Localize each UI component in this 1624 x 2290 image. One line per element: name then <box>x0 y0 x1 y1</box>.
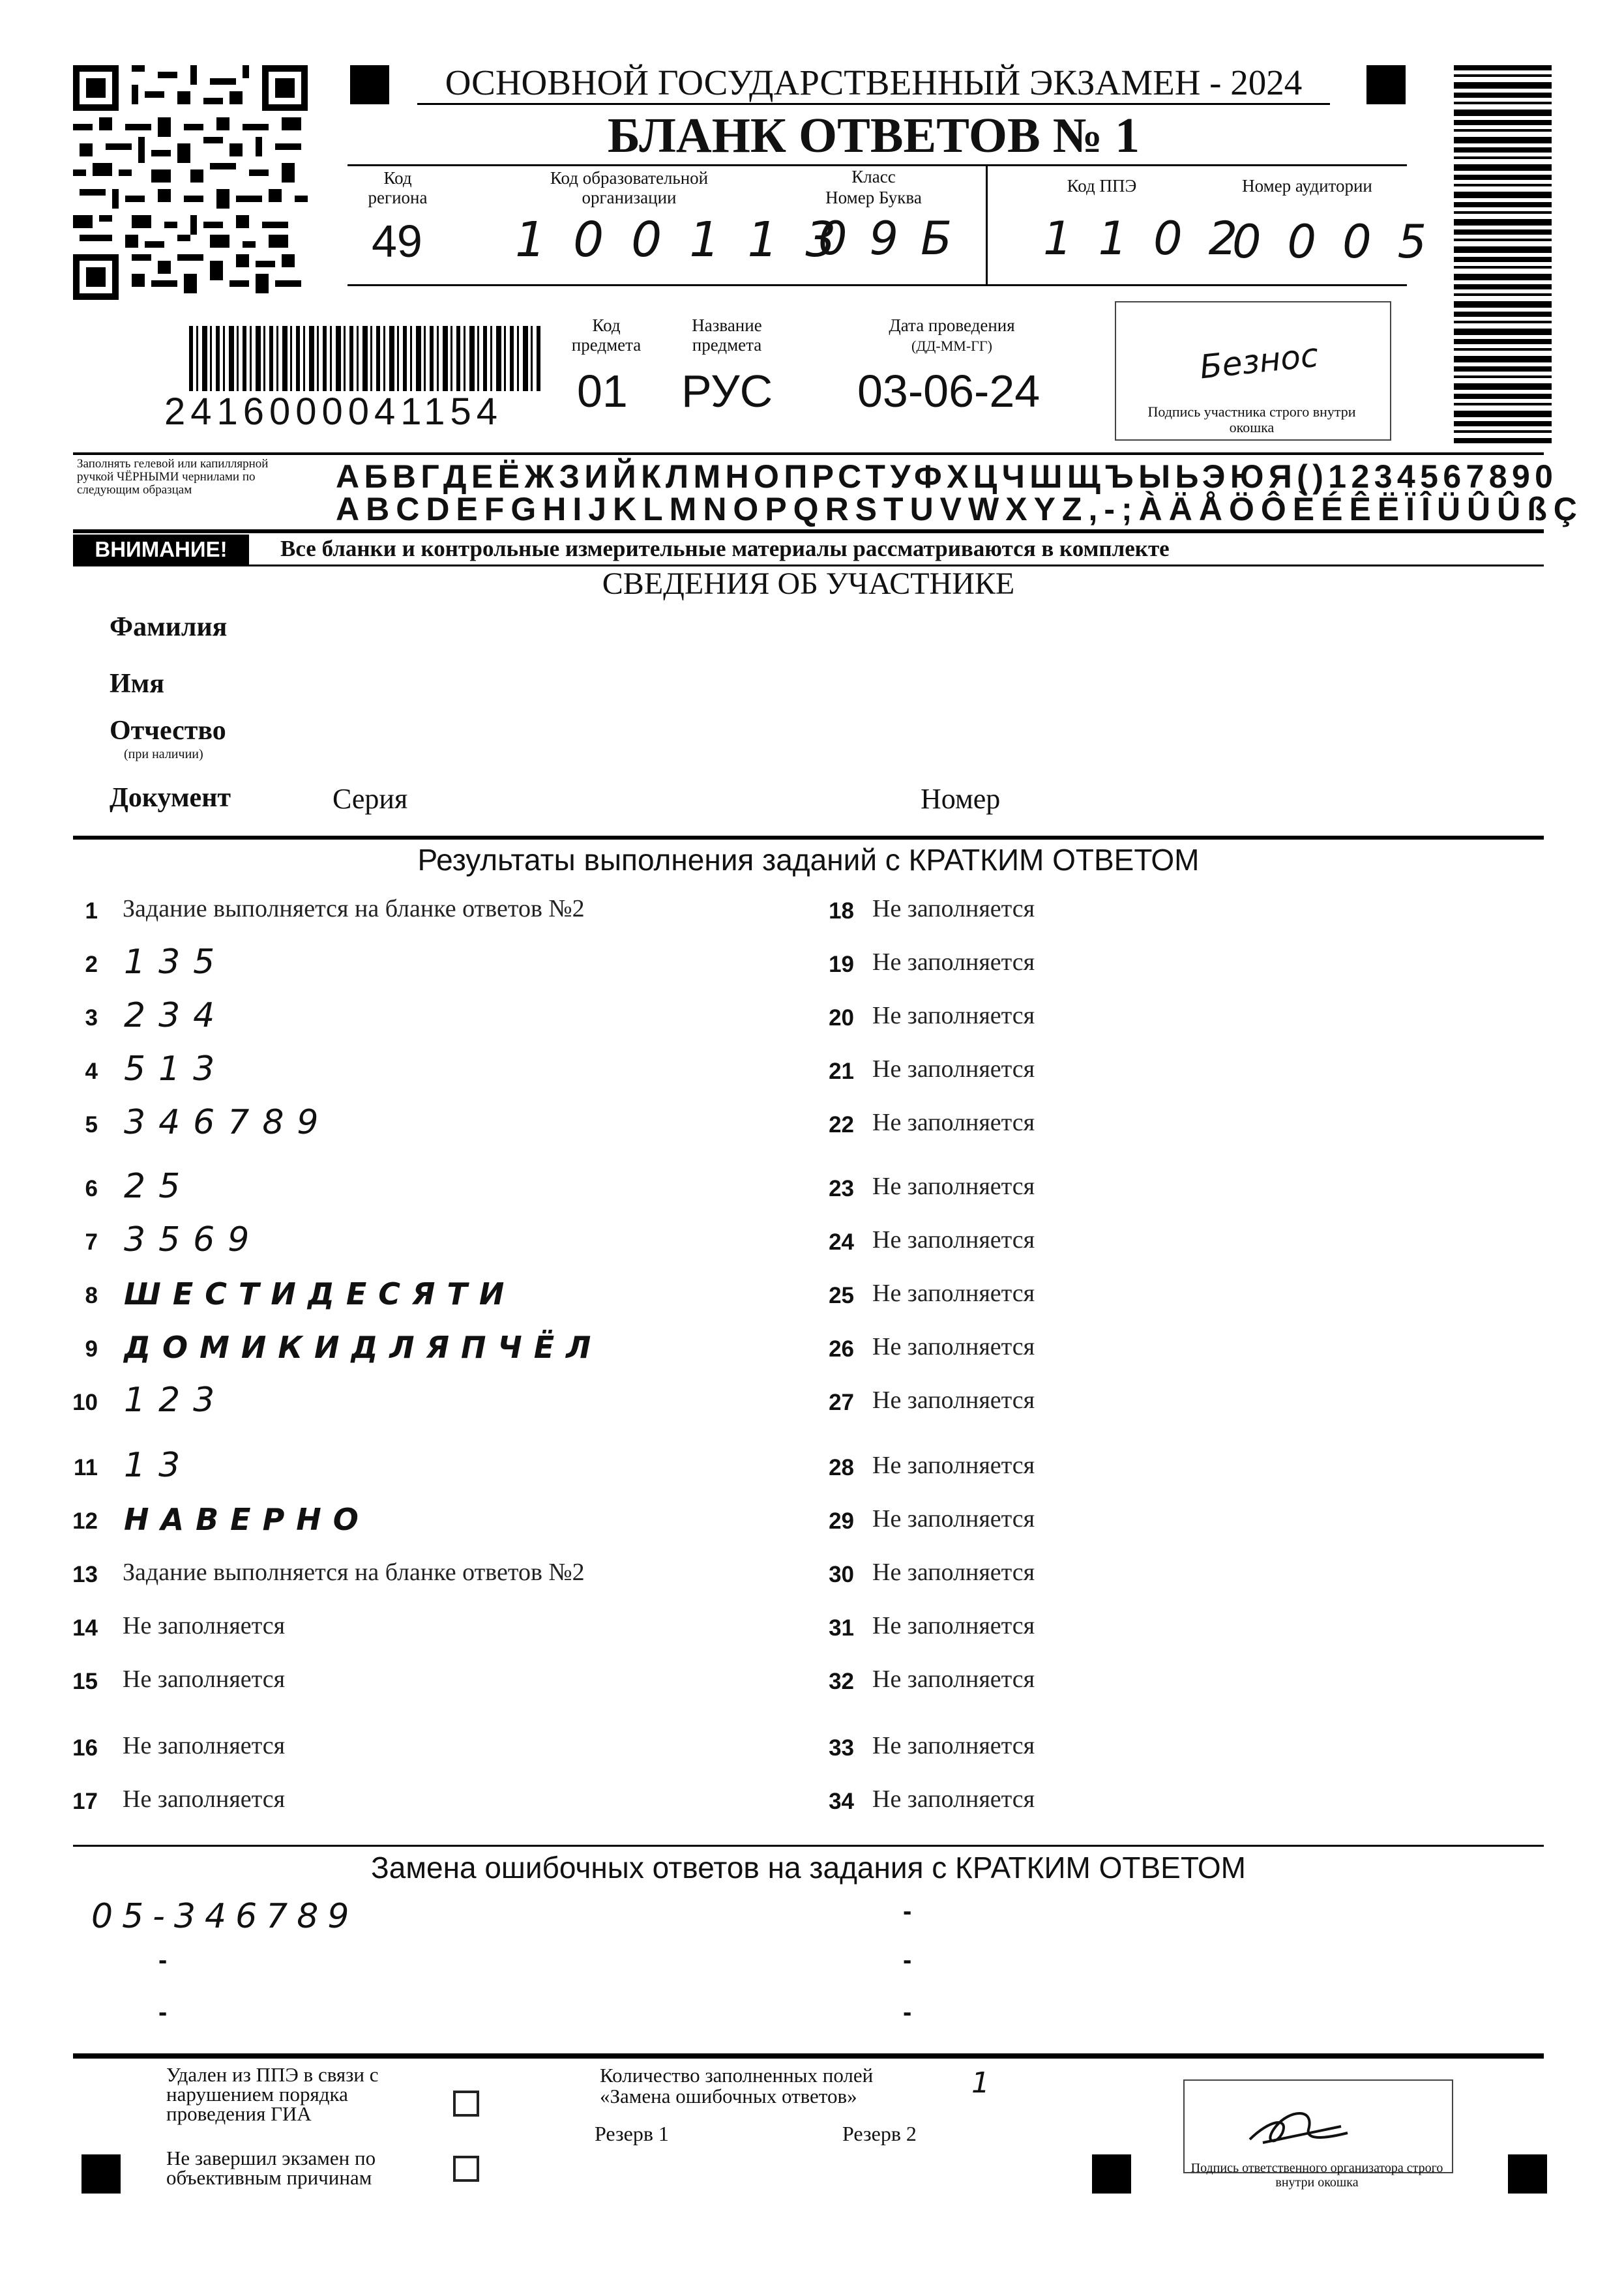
ppe-value[interactable]: 1102 <box>1043 212 1264 265</box>
correction-entry-1[interactable]: 05-346789 <box>91 1897 359 1936</box>
exam-title: ОСНОВНОЙ ГОСУДАРСТВЕННЫЙ ЭКЗАМЕН - 2024 <box>417 63 1330 105</box>
answer-handwritten[interactable]: 13 <box>124 1446 194 1485</box>
answer-number: 3 <box>85 1005 98 1031</box>
patronymic-note: (при наличии) <box>124 747 203 761</box>
sample-rule <box>73 452 1544 455</box>
class-label: Класс <box>851 167 896 186</box>
barcode-number: 2416000041154 <box>162 391 542 433</box>
patronymic-label: Отчество <box>110 716 226 746</box>
footer-rule <box>73 2053 1544 2059</box>
vertical-barcode <box>1454 65 1552 443</box>
answer-number: 5 <box>85 1112 98 1138</box>
not-finished-checkbox[interactable] <box>453 2156 479 2182</box>
class-sub-label: Номер Буква <box>825 188 922 207</box>
answer-number: 14 <box>72 1615 98 1641</box>
answer-number: 28 <box>829 1455 854 1480</box>
answer-number: 1 <box>85 898 98 924</box>
answer-number: 23 <box>829 1176 854 1201</box>
answer-text[interactable]: Не заполняется <box>123 1732 286 1759</box>
surname-label: Фамилия <box>110 612 228 642</box>
marker-square-top-left <box>350 65 389 104</box>
answer-handwritten[interactable]: НАВЕРНО <box>124 1502 370 1537</box>
answer-text[interactable]: Не заполняется <box>123 1666 286 1693</box>
warning-badge: ВНИМАНИЕ! <box>73 535 249 565</box>
answer-number: 26 <box>829 1336 854 1362</box>
marker-square-top-right <box>1366 65 1406 104</box>
signature-caption: Подпись участника строго внутри окошка <box>1147 404 1356 435</box>
region-label: Код региона <box>368 168 428 207</box>
answer-text[interactable]: Не заполняется <box>872 1226 1035 1254</box>
answer-text[interactable]: Задание выполняется на бланке ответов №2 <box>123 895 585 922</box>
results-section-title: Результаты выполнения заданий с КРАТКИМ ОТВЕТОМ <box>417 843 1200 877</box>
answer-handwritten[interactable]: 25 <box>124 1167 194 1206</box>
answer-text[interactable]: Не заполняется <box>872 1109 1035 1136</box>
answer-text[interactable]: Задание выполняется на бланке ответов №2 <box>123 1559 585 1586</box>
subject-code-value[interactable]: 01 <box>577 366 628 417</box>
correction-entry-empty[interactable]: - <box>158 1946 168 1974</box>
marker-square-bottom-center <box>1092 2154 1131 2194</box>
answer-handwritten[interactable]: 123 <box>124 1381 228 1420</box>
answer-handwritten[interactable]: ШЕСТИДЕСЯТИ <box>124 1276 516 1312</box>
answer-number: 6 <box>85 1176 98 1201</box>
answer-text[interactable]: Не заполняется <box>872 1452 1035 1479</box>
participant-signature: Безнос <box>1198 336 1320 387</box>
header-divider <box>986 164 988 286</box>
answer-number: 30 <box>829 1562 854 1587</box>
subject-name-label: Название предмета <box>692 316 762 355</box>
sample-instruction: Заполнять гелевой или капиллярной ручкой ЧЁРНЫМИ чернилами по следующим образцам <box>77 457 269 497</box>
answer-number: 20 <box>829 1005 854 1031</box>
answer-handwritten[interactable]: 234 <box>124 996 228 1035</box>
warning-text: Все бланки и контрольные измерительные материалы рассматриваются в комплекте <box>280 536 1170 561</box>
reserve1-label: Резерв 1 <box>595 2122 669 2145</box>
answer-number: 10 <box>72 1390 98 1415</box>
document-label: Документ <box>110 783 231 813</box>
not-finished-label: Не завершил экзамен по объективным причинам <box>166 2147 376 2189</box>
marker-square-bottom-left <box>81 2154 121 2194</box>
answer-text[interactable]: Не заполняется <box>872 1785 1035 1813</box>
answer-handwritten[interactable]: 3569 <box>124 1220 263 1259</box>
answer-number: 31 <box>829 1615 854 1641</box>
org-value[interactable]: 100113 <box>515 212 864 268</box>
count-label: Количество заполненных полей «Замена ошибочных ответов» <box>600 2064 874 2107</box>
answer-handwritten[interactable]: 346789 <box>124 1103 332 1142</box>
sample-row-latin: ABCDEFGHIJKLMNOPQRSTUVWXYZ,-;ÀÄÅÖÔÈÉÊËÏÎÜÛÛßÇ <box>336 491 1584 527</box>
series-label: Серия <box>332 783 408 815</box>
answer-text[interactable]: Не заполняется <box>872 1387 1035 1414</box>
answer-number: 32 <box>829 1669 854 1694</box>
answer-number: 33 <box>829 1735 854 1761</box>
answer-number: 22 <box>829 1112 854 1138</box>
room-label: Номер аудитории <box>1242 176 1372 196</box>
room-value[interactable]: 0005 <box>1232 215 1453 269</box>
removed-checkbox[interactable] <box>453 2091 479 2117</box>
answer-number: 29 <box>829 1508 854 1534</box>
removed-label: Удален из ППЭ в связи с нарушением порядка проведения ГИА <box>166 2063 379 2125</box>
answer-text[interactable]: Не заполняется <box>872 1732 1035 1759</box>
answer-number: 18 <box>829 898 854 924</box>
region-value[interactable]: 49 <box>372 216 422 267</box>
answer-number: 34 <box>829 1789 854 1814</box>
answer-number: 2 <box>85 952 98 977</box>
answer-number: 9 <box>85 1336 98 1362</box>
date-value[interactable]: 03-06-24 <box>857 366 1041 417</box>
answer-text[interactable]: Не заполняется <box>872 948 1035 976</box>
correction-entry-empty[interactable]: - <box>903 1998 912 2027</box>
answer-text[interactable]: Не заполняется <box>872 1002 1035 1029</box>
sample-row-cyrillic: АБВГДЕЁЖЗИЙКЛМНОПРСТУФХЦЧШЩЪЫЬЭЮЯ()1234567890 <box>336 458 1558 495</box>
answer-text[interactable]: Не заполняется <box>872 1333 1035 1360</box>
header-rule-bottom <box>347 284 1407 286</box>
answer-number: 11 <box>74 1455 98 1480</box>
name-label: Имя <box>110 669 164 699</box>
reserve2-label: Резерв 2 <box>842 2122 917 2145</box>
count-value[interactable]: 1 <box>971 2066 990 2100</box>
answer-text[interactable]: Не заполняется <box>872 1055 1035 1083</box>
answer-number: 13 <box>72 1562 98 1587</box>
organizer-signature <box>1185 2081 1452 2172</box>
class-value[interactable]: 09Б <box>818 212 975 265</box>
answer-number: 19 <box>829 952 854 977</box>
answer-text[interactable]: Не заполняется <box>123 1612 286 1639</box>
organizer-signature-box[interactable] <box>1183 2079 1453 2173</box>
answer-number: 21 <box>829 1059 854 1084</box>
answer-number: 15 <box>72 1669 98 1694</box>
answer-text[interactable]: Не заполняется <box>872 895 1035 922</box>
subject-name-value[interactable]: РУС <box>681 366 773 417</box>
marker-square-bottom-right <box>1508 2154 1547 2194</box>
qr-code <box>73 65 308 300</box>
corrections-rule <box>73 1845 1544 1847</box>
answer-number: 7 <box>85 1229 98 1255</box>
answer-number: 4 <box>85 1059 98 1084</box>
answer-text[interactable]: Не заполняется <box>872 1505 1035 1533</box>
header-rule-top <box>347 164 1407 166</box>
correction-entry-empty[interactable]: - <box>158 1998 168 2027</box>
answer-handwritten[interactable]: 513 <box>124 1050 228 1089</box>
answer-number: 8 <box>85 1283 98 1308</box>
results-rule <box>73 836 1544 840</box>
answer-handwritten[interactable]: 135 <box>124 943 228 982</box>
correction-entry-empty[interactable]: - <box>903 1946 912 1974</box>
subject-code-label: Код предмета <box>571 316 642 355</box>
answer-text[interactable]: Не заполняется <box>872 1666 1035 1693</box>
answer-number: 17 <box>72 1789 98 1814</box>
warning-rule-top <box>73 529 1544 533</box>
organizer-caption: Подпись ответственного организатора строго внутри окошка <box>1190 2161 1443 2190</box>
answer-number: 12 <box>72 1508 98 1534</box>
number-label: Номер <box>921 783 1001 815</box>
corrections-section-title: Замена ошибочных ответов на задания с КРАТКИМ ОТВЕТОМ <box>371 1851 1246 1885</box>
answer-number: 27 <box>829 1390 854 1415</box>
answer-text[interactable]: Не заполняется <box>872 1559 1035 1586</box>
org-label: Код образовательной организации <box>550 168 709 207</box>
ppe-label: Код ППЭ <box>1067 176 1137 196</box>
answer-number: 25 <box>829 1283 854 1308</box>
correction-entry-empty[interactable]: - <box>903 1897 912 1926</box>
answer-text[interactable]: Не заполняется <box>872 1280 1035 1307</box>
answer-text[interactable]: Не заполняется <box>872 1173 1035 1200</box>
answer-handwritten[interactable]: ДОМИКИДЛЯПЧЁЛ <box>124 1330 603 1365</box>
date-format: (ДД-ММ-ГГ) <box>911 338 992 354</box>
answer-text[interactable]: Не заполняется <box>872 1612 1035 1639</box>
form-title: БЛАНК ОТВЕТОВ № 1 <box>607 108 1140 163</box>
date-label: Дата проведения <box>889 316 1015 335</box>
answer-number: 16 <box>72 1735 98 1761</box>
answer-text[interactable]: Не заполняется <box>123 1785 286 1813</box>
answer-number: 24 <box>829 1229 854 1255</box>
participant-section-title: СВЕДЕНИЯ ОБ УЧАСТНИКЕ <box>602 566 1015 601</box>
